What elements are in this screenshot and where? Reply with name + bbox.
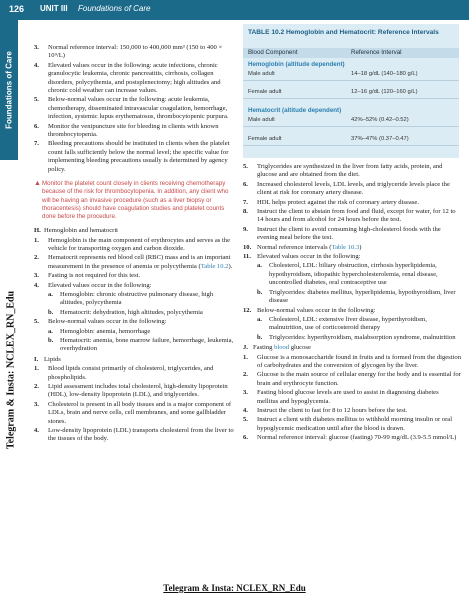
- alert-icon: ▲: [34, 180, 41, 188]
- left-column: [34, 44, 236, 445]
- side-tab: [0, 20, 18, 160]
- list-item: 4. Elevated values occur in the following:: [34, 281, 152, 289]
- table-row: Female adult 37%–47% (0.37–0.47): [243, 134, 459, 146]
- table-row: Male adult 42%–52% (0.42–0.52): [243, 115, 459, 127]
- list-item: 2. Lipid assessment includes total cholesterol, high-density lipoprotein (HDL), low-density lipoprotein (LDL), and triglycerides.: [34, 383, 228, 399]
- list-item: 6. Normal reference interval: glucose (fasting) 70-99 mg/dL (3.9-5.5 mmol/L): [243, 434, 457, 442]
- list-item: 4. Low-density lipoprotein (LDL) transports cholesterol from the liver to the tissues of the body.: [34, 427, 234, 443]
- list-item: 5. Triglycerides are synthesized in the liver from fatty acids, protein, and glucose and are obtained from the diet.: [243, 163, 443, 179]
- list-item: 9. Instruct the client to avoid consuming high-cholesterol foods with the evening meal before the test.: [243, 225, 441, 242]
- bottom-watermark: Telegram & Insta: NCLEX_RN_Edu: [163, 583, 306, 593]
- list-item: 6. Monitor the venipuncture site for bleeding in clients with known thrombocytopenia.: [34, 122, 219, 139]
- table-header: [243, 48, 459, 58]
- list-item: 7. Bleeding precautions should be instituted in clients when the platelet count falls sufficiently below the normal level; the specific value for implementing bleeding precautions usually is determined by agency policy.: [34, 140, 230, 173]
- term-link[interactable]: blood: [274, 344, 290, 352]
- page-number: 126: [9, 4, 25, 14]
- sub-item: b. Triglycerides: diabetes mellitus, hyperlipidemia, hypothyroidism, liver disease: [257, 288, 456, 305]
- table-caption: TABLE 10.2 Hemoglobin and Hematocrit: Reference Intervals: [248, 29, 439, 36]
- list-item: 2. Hematocrit represents red blood cell (RBC) mass and is an important measurement in the presence of anemia or polycythemia (Table 10.2).: [34, 254, 233, 270]
- side-watermark-text: Telegram & Insta: NCLEX_RN_Edu: [5, 290, 17, 450]
- list-item: 3. Normal reference interval: 150,000 to 400,000 mm³ (150 to 400 × 10⁹/L): [34, 44, 223, 60]
- list-item: 6. Increased cholesterol levels, LDL levels, and triglyceride levels place the client at risk for coronary artery disease.: [243, 180, 450, 197]
- sub-item: a. Cholesterol, LDL: biliary obstruction, cirrhosis hyperlipidemia, hypothyroidism, idiopathic hypercholesterolemia, renal disease, uncontrolled diabetes, oral contraceptive use: [257, 262, 438, 287]
- list-item: 5. Below-normal values occur in the following:: [34, 318, 167, 326]
- list-item: 1. Glucose is a monosaccharide found in fruits and is formed from the digestion of carbohydrates and the conversion of glycogen by the liver.: [243, 353, 461, 369]
- list-item: 8. Instruct the client to abstain from food and fluid, except for water, for 12 to 14 hours and from alcohol for 24 hours before the test.: [243, 208, 456, 224]
- list-item: 4. Elevated values occur in the following: acute infections, chronic granulocytic leukemia, chronic pancreatitis, cirrhosis, collagen disorders, polycythemia, and postsplenectomy; high altitudes and chronic cold weather can increase values.: [34, 61, 221, 95]
- list-item: 2. Glucose is the main source of cellular energy for the body and is essential for brain and erythrocyte function.: [243, 371, 461, 387]
- sub-item: b. Hematocrit: anemia, bone marrow failure, hemorrhage, leukemia, overhydration: [48, 336, 234, 353]
- table-group-label: Hemoglobin (altitude dependent): [248, 61, 345, 68]
- chapter-title: Foundations of Care: [78, 4, 151, 13]
- section-heading: J. Fasting blood glucose: [243, 344, 311, 352]
- sub-item: a. Cholesterol, LDL: extensive liver disease, hyperthyroidism, malnutrition, use of corticosteroid therapy: [257, 315, 427, 332]
- list-item: 10. Normal reference intervals (Table 10.3): [243, 243, 362, 251]
- list-item: 5. Below-normal values occur in the following: acute leukemia, chemotherapy, disseminated intravascular coagulation, hemorrhage, infection, systemic lupus erythematosus, thrombocytopenic purpura.: [34, 96, 229, 121]
- list-item: 11. Elevated values occur in the following:: [243, 253, 361, 261]
- column-header: Reference Interval: [351, 49, 402, 56]
- table-row: Male adult 14–18 g/dL (140–180 g/L): [243, 69, 459, 81]
- page-header: [0, 0, 469, 20]
- list-item: 1. Hemoglobin is the main component of erythrocytes and serves as the vehicle for transporting oxygen and carbon dioxide.: [34, 236, 231, 252]
- sub-item: a. Hemoglobin: chronic obstructive pulmonary disease, high altitudes, polycythemia: [48, 290, 214, 307]
- section-heading: I. Lipids: [34, 355, 61, 363]
- right-column: [243, 163, 461, 444]
- alert-text: Monitor the platelet count closely in clients receiving chemotherapy because of the risk for thrombocytopenia. In addition, any client who will be having an invasive procedure (such as a liver biopsy or thoracentesis) should have coagulation studies and platelet counts done before the procedure.: [42, 180, 229, 220]
- side-tab-label: Foundations of Care: [4, 51, 14, 129]
- unit-label: UNIT III: [40, 4, 68, 13]
- sub-item: b. Triglycerides: hyperthyroidism, malabsorption syndrome, malnutrition: [257, 333, 456, 341]
- reference-table: [243, 24, 459, 158]
- table-group-label: Hematocrit (altitude dependent): [248, 107, 342, 114]
- list-item: 4. Instruct the client to fast for 8 to 12 hours before the test.: [243, 406, 408, 414]
- list-item: 3. Fasting blood glucose levels are used to assist in diagnosing diabetes mellitus and hypoglycemia.: [243, 389, 439, 405]
- sub-item: a. Hemoglobin: anemia, hemorrhage: [48, 327, 151, 335]
- table-row: Female adult 12–16 g/dL (120–160 g/L): [243, 87, 459, 99]
- list-item: 1. Blood lipids consist primarily of cholesterol, triglycerides, and phospholipids.: [34, 365, 214, 381]
- section-heading: H. Hemoglobin and hematocrit: [34, 227, 118, 235]
- clinical-alert: [34, 180, 236, 221]
- sub-item: b. Hematocrit: dehydration, high altitudes, polycythemia: [48, 308, 203, 316]
- list-item: 12. Below-normal values occur in the following:: [243, 306, 376, 314]
- list-item: 3. Cholesterol is present in all body tissues and is a major component of LDLs, brain and nerve cells, cell membranes, and some gallbladder stones.: [34, 400, 232, 425]
- column-header: Blood Component: [248, 49, 298, 56]
- table-link[interactable]: Table 10.2: [200, 262, 229, 270]
- list-item: 3. Fasting is not required for this test.: [34, 272, 141, 280]
- table-link[interactable]: Table 10.3: [331, 243, 360, 251]
- side-watermark: [4, 180, 18, 560]
- list-item: 7. HDL helps protect against the risk of coronary artery disease.: [243, 198, 419, 206]
- list-item: 5. Instruct a client with diabetes mellitus to withhold morning insulin or oral hypoglycemic medication until after the blood is drawn.: [243, 416, 453, 432]
